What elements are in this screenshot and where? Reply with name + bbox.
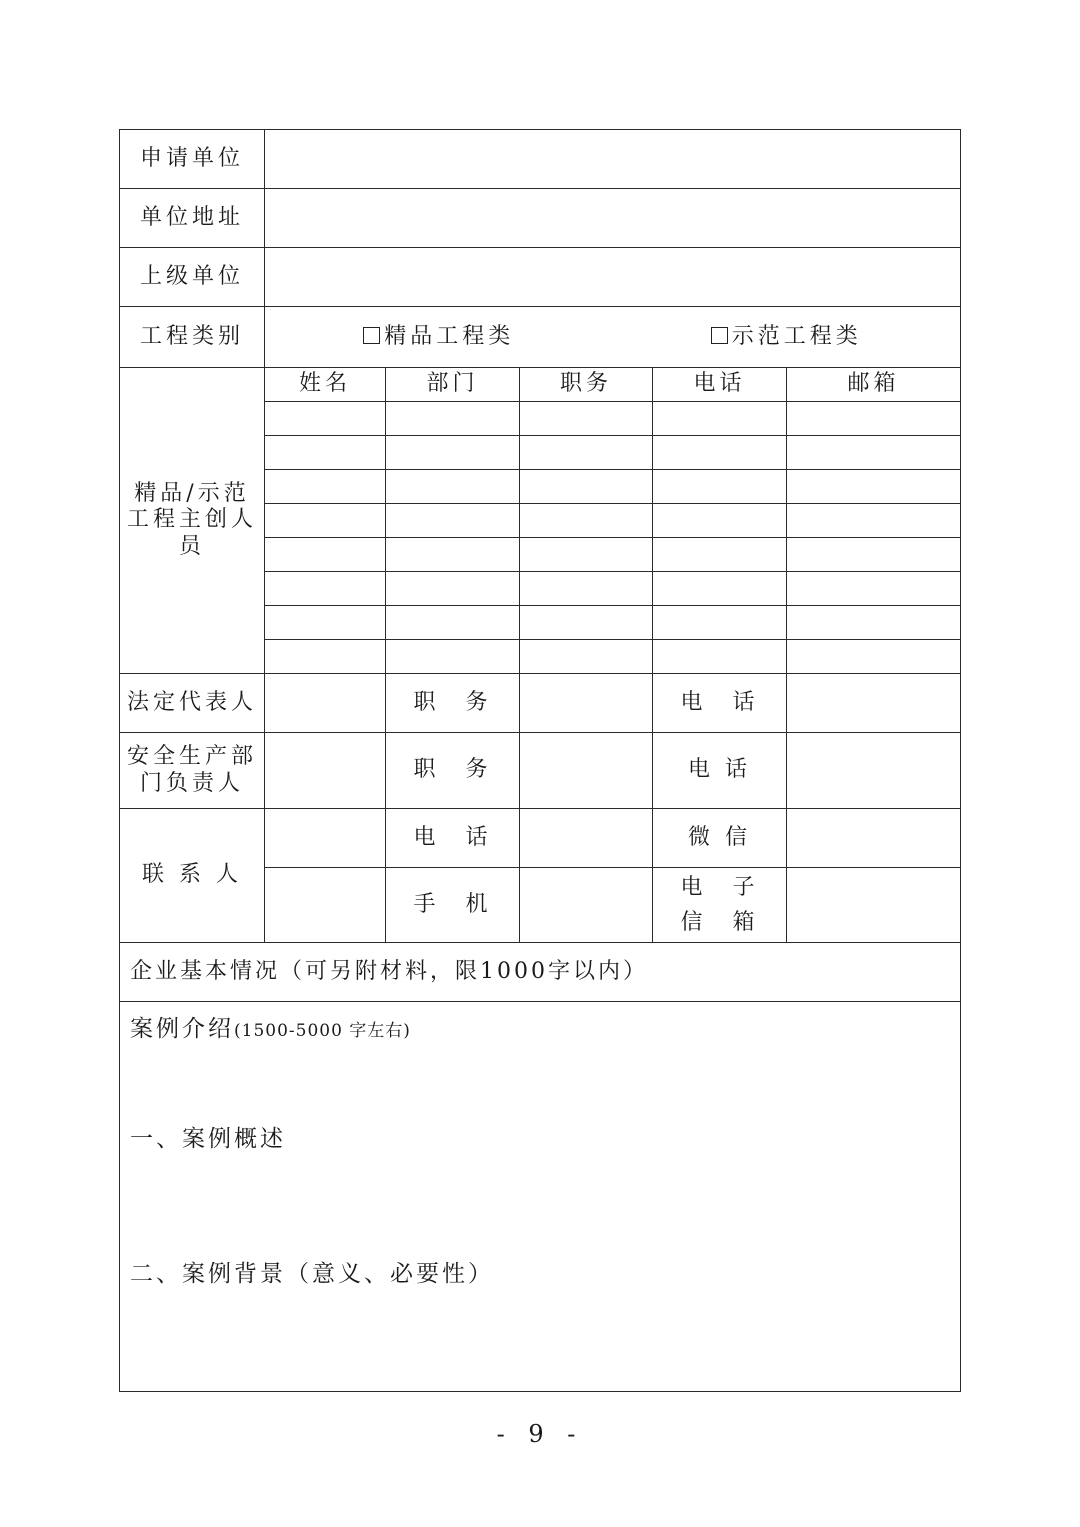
contact-email-label: 电 子 信 箱: [653, 868, 787, 943]
category-label: 工程类别: [120, 307, 265, 368]
case-background-heading: 二、案例背景（意义、必要性）: [130, 1261, 494, 1287]
applicant-label: 申请单位: [120, 130, 265, 189]
creator-cell[interactable]: [265, 470, 386, 504]
creator-cell[interactable]: [653, 402, 787, 436]
superior-row: [120, 248, 961, 307]
checkbox-icon[interactable]: [363, 327, 380, 344]
applicant-row: [120, 130, 961, 189]
creator-cell[interactable]: [520, 538, 653, 572]
creator-cell[interactable]: [520, 640, 653, 674]
applicant-value-cell[interactable]: [265, 130, 961, 189]
safety-head-name-cell[interactable]: [265, 733, 386, 809]
legal-rep-row: [120, 674, 961, 733]
creator-cell[interactable]: [787, 572, 961, 606]
superior-label: 上级单位: [120, 248, 265, 307]
creator-cell[interactable]: [265, 402, 386, 436]
creator-cell[interactable]: [520, 402, 653, 436]
creator-cell[interactable]: [520, 504, 653, 538]
creator-cell[interactable]: [265, 538, 386, 572]
creator-cell[interactable]: [520, 436, 653, 470]
creator-cell[interactable]: [520, 470, 653, 504]
category-options-cell: [265, 307, 961, 368]
contact-name-cell[interactable]: [265, 809, 386, 868]
creator-cell[interactable]: [653, 470, 787, 504]
creator-cell[interactable]: [653, 538, 787, 572]
creator-cell[interactable]: [386, 402, 520, 436]
header-position: 职务: [520, 368, 653, 402]
legal-rep-position-label: 职 务: [386, 674, 520, 733]
application-form-table: [119, 129, 961, 1392]
legal-rep-name-cell[interactable]: [265, 674, 386, 733]
legal-rep-label: 法定代表人: [120, 674, 265, 733]
address-value-cell[interactable]: [265, 189, 961, 248]
case-intro-note: (1500-5000 字左右): [234, 1021, 411, 1041]
category-row: [120, 307, 961, 368]
contact-row-1: [120, 809, 961, 868]
creator-cell[interactable]: [653, 436, 787, 470]
company-info-row: [120, 943, 961, 1002]
creator-cell[interactable]: [265, 640, 386, 674]
case-overview-heading: 一、案例概述: [130, 1126, 286, 1152]
creator-cell[interactable]: [787, 402, 961, 436]
checkbox-icon[interactable]: [711, 327, 728, 344]
safety-phone-label: 电 话: [653, 733, 787, 809]
safety-phone-cell[interactable]: [787, 733, 961, 809]
creator-cell[interactable]: [386, 572, 520, 606]
contact-mobile-cell[interactable]: [520, 868, 653, 943]
creator-cell[interactable]: [787, 470, 961, 504]
safety-position-cell[interactable]: [520, 733, 653, 809]
contact-name-cell-2[interactable]: [265, 868, 386, 943]
address-label: 单位地址: [120, 189, 265, 248]
contact-wechat-cell[interactable]: [787, 809, 961, 868]
legal-rep-phone-label: 电 话: [653, 674, 787, 733]
address-row: [120, 189, 961, 248]
creators-label: 精品/示范工程主创人员: [120, 368, 265, 674]
creator-cell[interactable]: [386, 470, 520, 504]
header-name: 姓名: [265, 368, 386, 402]
creators-header-row: [120, 368, 961, 402]
creator-cell[interactable]: [787, 538, 961, 572]
creator-cell[interactable]: [386, 640, 520, 674]
creator-cell[interactable]: [653, 504, 787, 538]
case-row: [120, 1002, 961, 1392]
creator-cell[interactable]: [520, 572, 653, 606]
creator-cell[interactable]: [653, 606, 787, 640]
safety-position-label: 职 务: [386, 733, 520, 809]
creator-cell[interactable]: [787, 606, 961, 640]
creator-cell[interactable]: [386, 606, 520, 640]
creator-cell[interactable]: [386, 504, 520, 538]
creator-cell[interactable]: [265, 436, 386, 470]
contact-wechat-label: 微 信: [653, 809, 787, 868]
creator-cell[interactable]: [265, 572, 386, 606]
contact-email-cell[interactable]: [787, 868, 961, 943]
header-phone: 电话: [653, 368, 787, 402]
legal-rep-position-cell[interactable]: [520, 674, 653, 733]
category-option-boutique[interactable]: 精品工程类: [363, 324, 514, 350]
superior-value-cell[interactable]: [265, 248, 961, 307]
creator-cell[interactable]: [265, 606, 386, 640]
contact-label: 联 系 人: [120, 809, 265, 943]
page-number: - 9 -: [496, 1420, 584, 1448]
contact-mobile-label: 手 机: [386, 868, 520, 943]
contact-phone-label: 电 话: [386, 809, 520, 868]
category-option-demo[interactable]: 示范工程类: [711, 324, 862, 350]
creator-cell[interactable]: [787, 436, 961, 470]
creator-cell[interactable]: [787, 504, 961, 538]
creator-cell[interactable]: [265, 504, 386, 538]
safety-head-row: [120, 733, 961, 809]
case-cell[interactable]: [120, 1002, 961, 1392]
creator-cell[interactable]: [386, 538, 520, 572]
creator-cell[interactable]: [520, 606, 653, 640]
header-email: 邮箱: [787, 368, 961, 402]
creator-cell[interactable]: [787, 640, 961, 674]
safety-head-label: 安全生产部门负责人: [120, 733, 265, 809]
company-info-label: 企业基本情况（可另附材料，限1000字以内）: [120, 943, 961, 1002]
header-department: 部门: [386, 368, 520, 402]
legal-rep-phone-cell[interactable]: [787, 674, 961, 733]
contact-phone-cell[interactable]: [520, 809, 653, 868]
case-intro-heading: 案例介绍(1500-5000 字左右): [130, 1016, 411, 1042]
creator-cell[interactable]: [653, 572, 787, 606]
creator-cell[interactable]: [386, 436, 520, 470]
creator-cell[interactable]: [653, 640, 787, 674]
